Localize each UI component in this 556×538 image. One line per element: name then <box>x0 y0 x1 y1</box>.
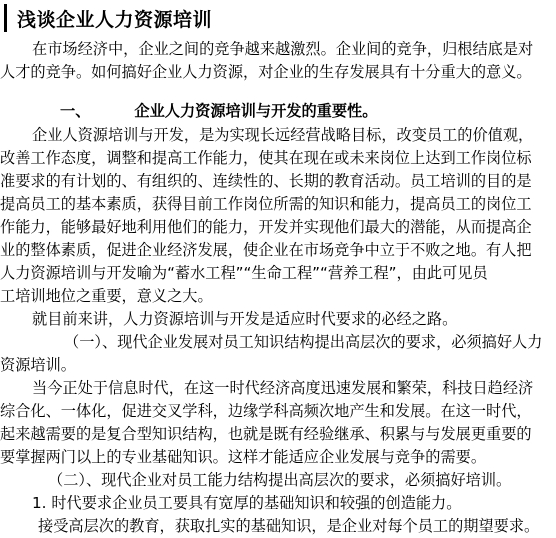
paragraph-line: 资源培训。 <box>0 356 76 374</box>
numbered-item: 1. 时代要求企业员工要具有宽厚的基础知识和较强的创造能力。 <box>32 494 462 512</box>
paragraph-line: 准要求的有计划的、有组织的、连续性的、长期的教育活动。员工培训的目的是 <box>0 172 532 190</box>
paragraph-line: 综合化、一体化，促进交叉学科，边缘学科高频次地产生和发展。在这一时代， <box>0 402 532 420</box>
title-bar <box>4 4 212 32</box>
section-heading-text: 企业人力资源培训与开发的重要性。 <box>134 102 378 120</box>
paragraph-line: 改善工作态度，调整和提高工作能力，使其在现在或未来岗位上达到工作岗位标 <box>0 149 532 167</box>
document-body <box>0 38 556 538</box>
paragraph-line: 接受高层次的教育，获取扎实的基础知识，是企业对每个员工的期望要求。 <box>38 517 540 535</box>
document-title: 浅谈企业人力资源培训 <box>17 8 213 31</box>
paragraph-line: 业的整体素质，促进企业经济发展，使企业在市场竞争中立于不败之地。有人把 <box>0 241 532 259</box>
subsection-heading: （二）、现代企业对员工能力结构提出高层次的要求，必须搞好培训。 <box>48 471 512 489</box>
paragraph-line: 当今正处于信息时代，在这一时代经济高度迅速发展和繁荣，科技日趋经济 <box>32 379 534 397</box>
blank-line <box>0 84 556 98</box>
paragraph-line: 起来越需要的是复合型知识结构，也就是既有经验继承、积累与与发展更重要的 <box>0 425 532 443</box>
paragraph-line: 提高员工的基本素质，获得目前工作岗位所需的知识和能力，提高员工的岗位工 <box>0 195 532 213</box>
intro-line: 在市场经济中，企业之间的竞争越来越激烈。企业间的竞争，归根结底是对 <box>32 40 534 58</box>
paragraph-line: 人力资源培训与开发喻为“蓄水工程”“生命工程”“营养工程”，由此可见员 <box>0 264 488 282</box>
paragraph-line: 就目前来讲，人力资源培训与开发是适应时代要求的必经之路。 <box>32 310 458 328</box>
section-number: 一、 <box>60 102 91 120</box>
paragraph-line: 企业人资源培训与开发，是为实现长远经营战略目标，改变员工的价值观， <box>32 126 534 144</box>
intro-paragraph <box>0 38 556 61</box>
intro-line: 人才的竞争。如何搞好企业人力资源，对企业的生存发展具有十分重大的意义。 <box>0 63 532 81</box>
paragraph-line: 要掌握两门以上的专业基础知识。这样才能适应企业发展与竞争的需要。 <box>0 448 486 466</box>
subsection-heading: （一）、现代企业发展对员工知识结构提出高层次的要求，必须搞好人力 <box>64 333 543 351</box>
paragraph-line: 作能力，能够最好地利用他们的能力，开发并实现他们最大的潜能，从而提高企 <box>0 218 532 236</box>
section-heading <box>0 98 556 124</box>
paragraph-line: 工培训地位之重要，意义之大。 <box>0 287 213 305</box>
